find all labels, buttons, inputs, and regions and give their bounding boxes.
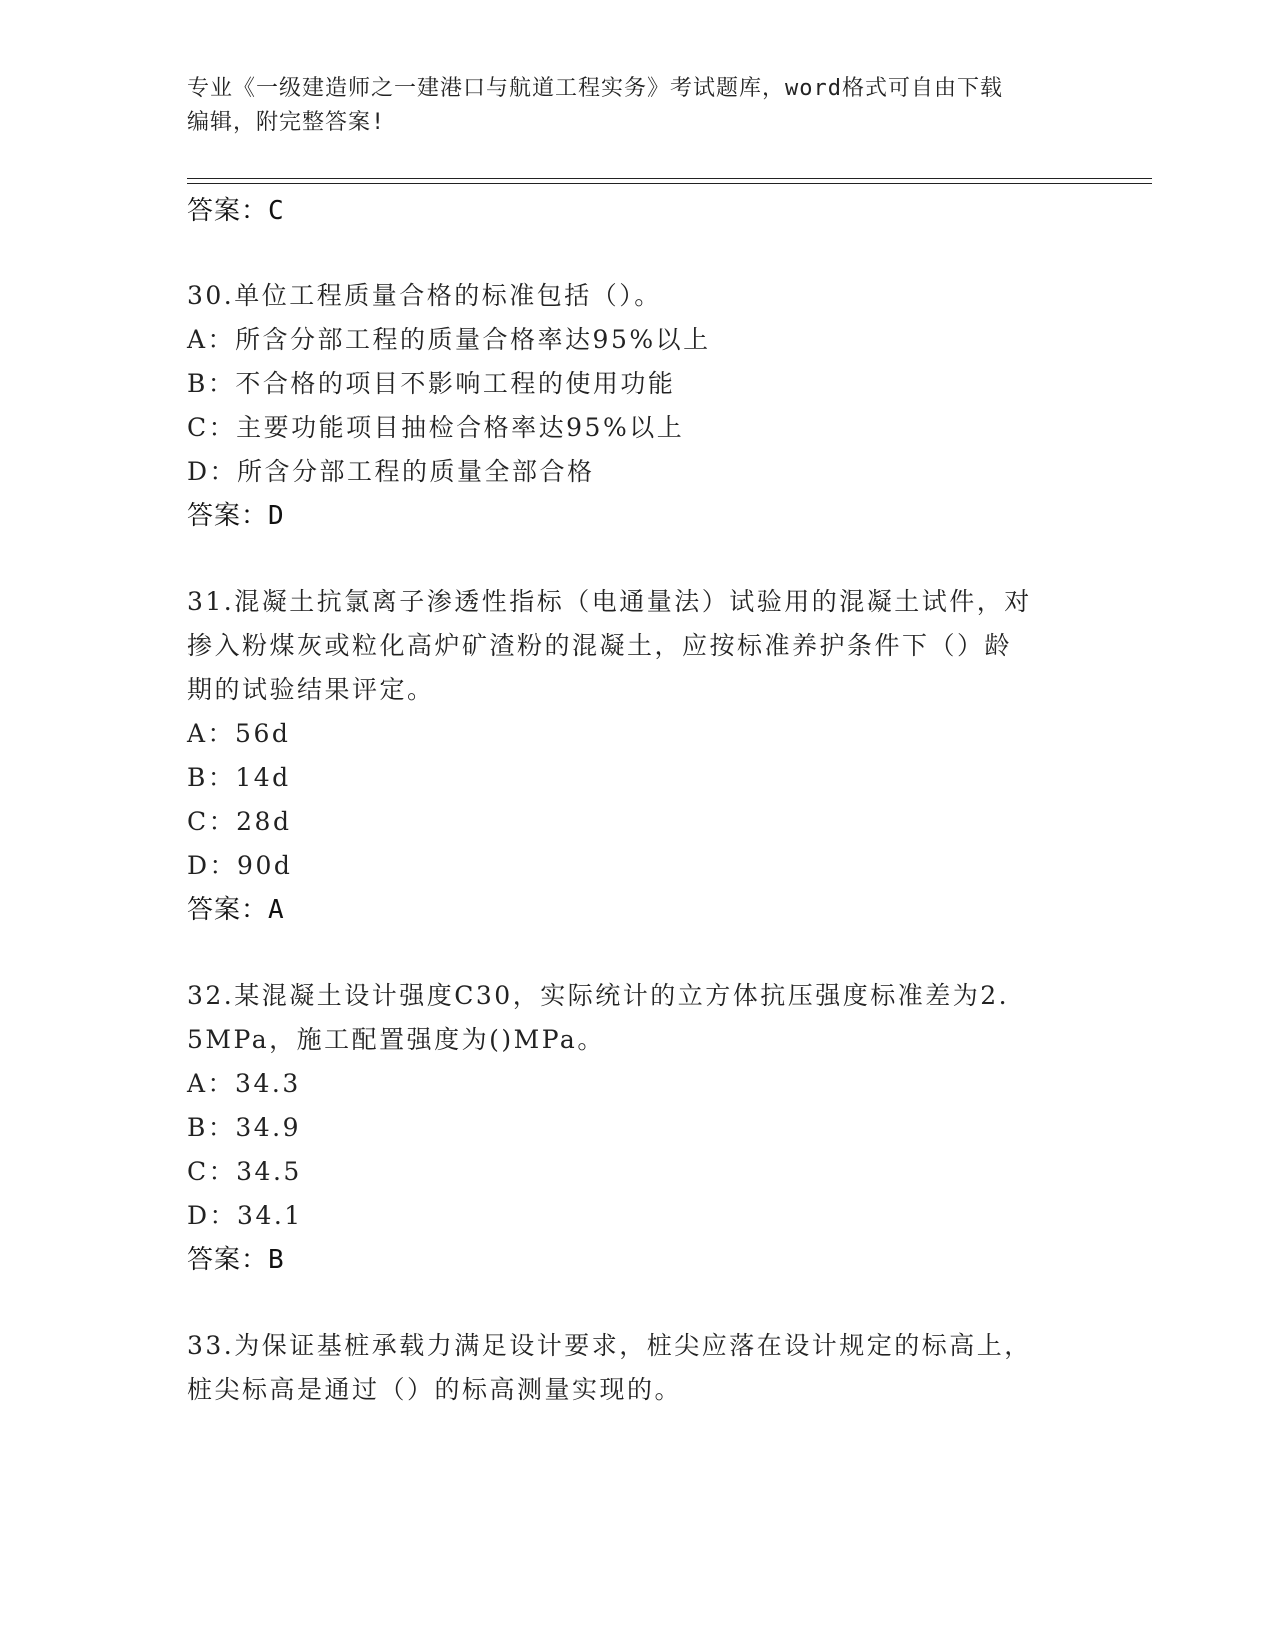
header-line-1: 专业《一级建造师之一建港口与航道工程实务》考试题库，word格式可自由下载 [187,76,1003,101]
question-32-option-c: C：34.5 [187,1157,302,1186]
question-33-stem-line-2: 桩尖标高是通过（）的标高测量实现的。 [187,1375,683,1404]
question-30-stem-line-1: 30.单位工程质量合格的标准包括（）。 [187,281,662,310]
question-32-option-b: B：34.9 [187,1113,302,1142]
question-31-answer: 答案：A [187,895,285,925]
question-30-option-a: A：所含分部工程的质量合格率达95%以上 [187,325,711,354]
previous-answer: 答案：C [187,196,285,226]
question-31-option-d: D：90d [187,851,293,880]
question-31-option-b: B：14d [187,763,291,792]
header-divider-bottom [187,183,1152,184]
question-31-option-c: C：28d [187,807,292,836]
question-32-stem-line-2: 5MPa，施工配置强度为()MPa。 [187,1025,605,1054]
question-30-option-b: B：不合格的项目不影响工程的使用功能 [187,369,676,398]
question-30-answer: 答案：D [187,501,285,531]
question-31-option-a: A：56d [187,719,291,748]
question-33-stem-line-1: 33.为保证基桩承载力满足设计要求，桩尖应落在设计规定的标高上， [187,1331,1032,1360]
question-32-option-d: D：34.1 [187,1201,303,1230]
question-31-stem-line-2: 掺入粉煤灰或粒化高炉矿渣粉的混凝土，应按标准养护条件下（）龄 [187,631,1013,660]
header-divider-top [187,178,1152,179]
question-32-option-a: A：34.3 [187,1069,301,1098]
question-32-stem-line-1: 32.某混凝土设计强度C30，实际统计的立方体抗压强度标准差为2. [187,981,1010,1010]
document-header [187,72,1067,140]
question-31-stem-line-3: 期的试验结果评定。 [187,675,435,704]
question-30-option-d: D：所含分部工程的质量全部合格 [187,457,595,486]
header-line-2: 编辑，附完整答案! [187,110,386,135]
question-31-stem-line-1: 31.混凝土抗氯离子渗透性指标（电通量法）试验用的混凝土试件，对 [187,587,1032,616]
question-32-answer: 答案：B [187,1245,285,1275]
question-30-option-c: C：主要功能项目抽检合格率达95%以上 [187,413,685,442]
